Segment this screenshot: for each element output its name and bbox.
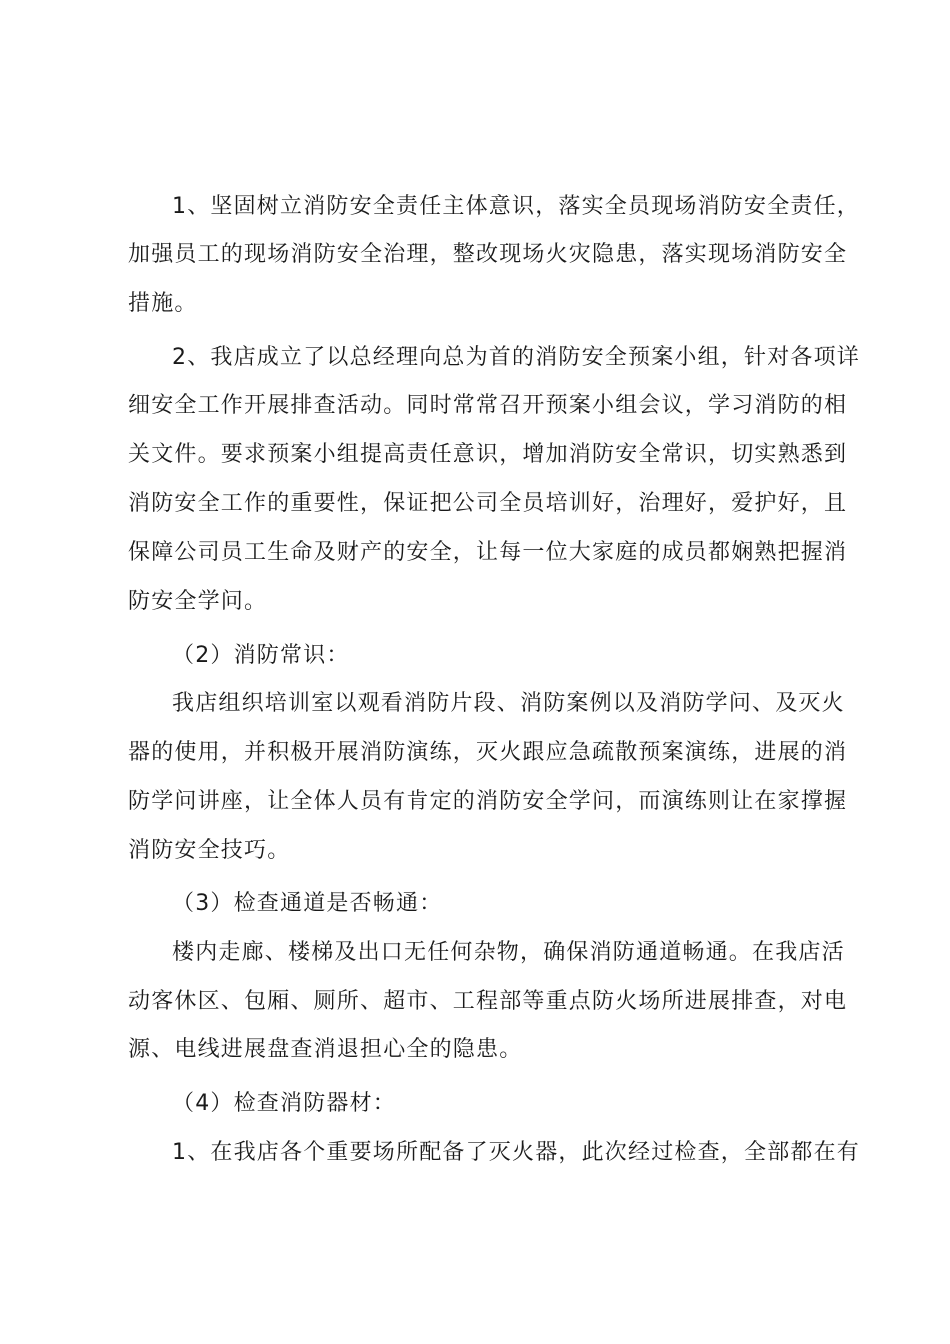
- paragraph-1-line-3: 措施。: [128, 291, 198, 316]
- paragraph-4-line-2: 动客休区、包厢、厕所、超市、工程部等重点防火场所进展排查，对电: [128, 989, 848, 1014]
- paragraph-3-line-1: 我店组织培训室以观看消防片段、消防案例以及消防学问、及灭火: [172, 691, 845, 716]
- paragraph-4-line-1: 楼内走廊、楼梯及出口无任何杂物，确保消防通道畅通。在我店活: [172, 940, 845, 965]
- paragraph-2-line-6: 防安全学问。: [128, 589, 268, 614]
- paragraph-5-line-1: 1、在我店各个重要场所配备了灭火器，此次经过检查，全部都在有: [172, 1140, 860, 1165]
- paragraph-4-line-3: 源、电线进展盘查消退担心全的隐患。: [128, 1037, 523, 1062]
- paragraph-2-line-4: 消防安全工作的重要性，保证把公司全员培训好，治理好，爱护好，且: [128, 491, 848, 516]
- paragraph-2-line-1: 2、我店成立了以总经理向总为首的消防安全预案小组，针对各项详: [172, 345, 860, 370]
- section-heading-fire-knowledge: （2）消防常识：: [172, 643, 350, 668]
- paragraph-2-line-2: 细安全工作开展排查活动。同时常常召开预案小组会议，学习消防的相: [128, 393, 848, 418]
- paragraph-1-line-2: 加强员工的现场消防安全治理，整改现场火灾隐患，落实现场消防安全: [128, 242, 848, 267]
- paragraph-1-line-1: 1、坚固树立消防安全责任主体意识，落实全员现场消防安全责任，: [172, 194, 860, 219]
- paragraph-3-line-3: 防学问讲座，让全体人员有肯定的消防安全学问，而演练则让在家撑握: [128, 789, 848, 814]
- paragraph-3-line-4: 消防安全技巧。: [128, 838, 291, 863]
- section-heading-equipment-check: （4）检查消防器材：: [172, 1091, 396, 1116]
- paragraph-3-line-2: 器的使用，并积极开展消防演练，灭火跟应急疏散预案演练，进展的消: [128, 740, 848, 765]
- paragraph-2-line-5: 保障公司员工生命及财产的安全，让每一位大家庭的成员都娴熟把握消: [128, 540, 848, 565]
- paragraph-2-line-3: 关文件。要求预案小组提高责任意识，增加消防安全常识，切实熟悉到: [128, 442, 848, 467]
- section-heading-passage-check: （3）检查通道是否畅通：: [172, 891, 443, 916]
